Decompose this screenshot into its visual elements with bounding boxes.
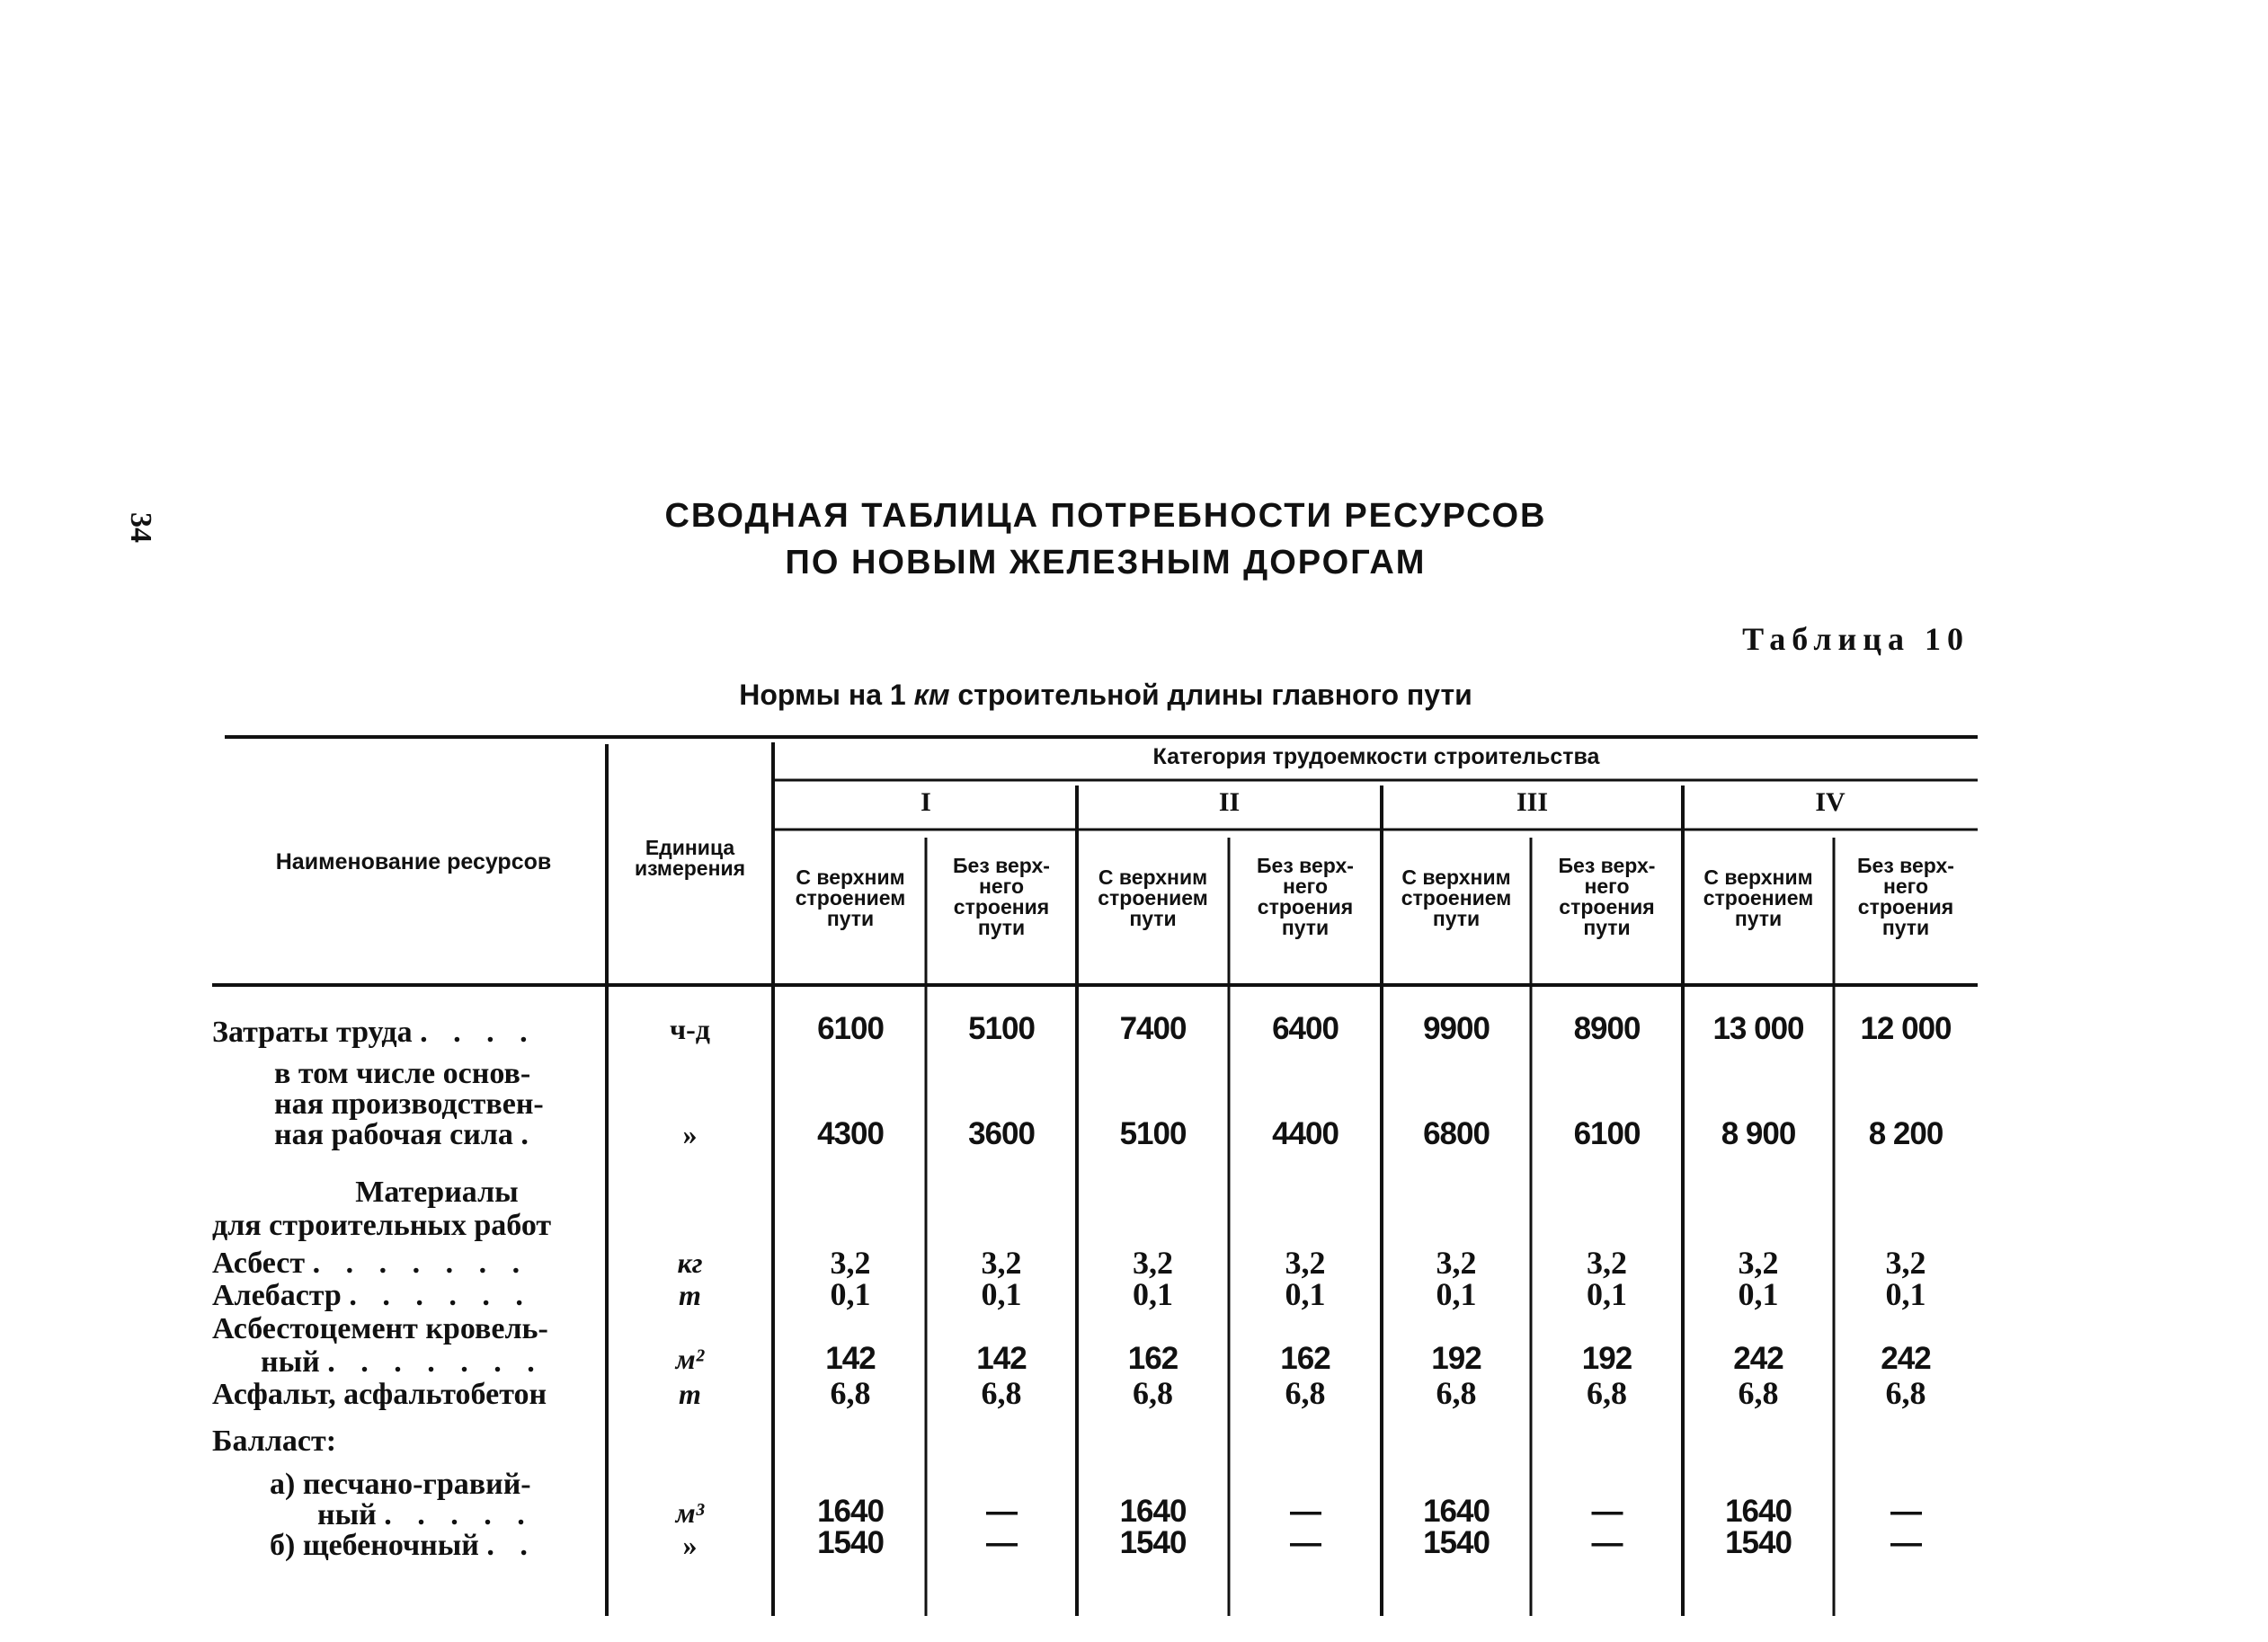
row-ballast-b-unit: » bbox=[682, 1529, 698, 1561]
row-ballast-a-unit: м³ bbox=[675, 1496, 705, 1529]
header-category-iv: IV bbox=[1815, 787, 1846, 817]
header-unit-line-1: Единица bbox=[645, 836, 735, 859]
row-labor-unit: ч-д bbox=[670, 1013, 710, 1045]
row-asbestos-v4: 3,2 bbox=[1285, 1245, 1326, 1281]
row-ballast-b-v6: — bbox=[1591, 1525, 1623, 1560]
row-asbestos-v6: 3,2 bbox=[1587, 1245, 1627, 1281]
header-unit-line-2: измерения bbox=[634, 857, 746, 880]
row-asbestos-cement-v4: 162 bbox=[1280, 1341, 1330, 1376]
subheader-without-top-2: Без верх- него строения пути bbox=[1257, 854, 1354, 939]
row-alabaster-v6: 0,1 bbox=[1587, 1276, 1627, 1312]
row-labor-main-v6: 6100 bbox=[1573, 1116, 1641, 1151]
row-asphalt-name: Асфальт, асфальтобетон bbox=[212, 1378, 547, 1411]
row-ballast-b-v1: 1540 bbox=[817, 1525, 884, 1560]
row-labor-v5: 9900 bbox=[1423, 1011, 1490, 1046]
norms-unit: км bbox=[913, 679, 950, 711]
row-labor-main-v2: 3600 bbox=[968, 1116, 1035, 1151]
header-resource-name: Наименование ресурсов bbox=[275, 849, 552, 874]
row-ballast-a-v8: — bbox=[1890, 1494, 1921, 1529]
subheader-without-top-3: Без верх- него строения пути bbox=[1558, 854, 1656, 939]
row-ballast-b-v2: — bbox=[986, 1525, 1017, 1560]
row-labor-main-v1: 4300 bbox=[817, 1116, 884, 1151]
row-labor-v6: 8900 bbox=[1573, 1011, 1641, 1046]
subheader-with-top-1: С верхним строением пути bbox=[795, 865, 906, 930]
row-alabaster-v7: 0,1 bbox=[1738, 1276, 1779, 1312]
row-asphalt-v7: 6,8 bbox=[1738, 1375, 1779, 1411]
document-title-line-2: ПО НОВЫМ ЖЕЛЕЗНЫМ ДОРОГАМ bbox=[785, 544, 1427, 581]
row-labor-main-line-3: ная рабочая сила . bbox=[274, 1118, 538, 1151]
row-labor-v7: 13 000 bbox=[1712, 1011, 1804, 1046]
materials-heading-line-2: для строительных работ bbox=[212, 1209, 552, 1242]
row-ballast-a-v5: 1640 bbox=[1423, 1494, 1490, 1529]
row-ballast-b-v7: 1540 bbox=[1725, 1525, 1792, 1560]
row-alabaster-v3: 0,1 bbox=[1133, 1276, 1173, 1312]
subheader-without-top-4: Без верх- него строения пути bbox=[1857, 854, 1954, 939]
row-asbestos-cement-v3: 162 bbox=[1127, 1341, 1178, 1376]
document-title-line-1: СВОДНАЯ ТАБЛИЦА ПОТРЕБНОСТИ РЕСУРСОВ bbox=[664, 497, 1547, 535]
header-category-ii: II bbox=[1218, 787, 1241, 817]
row-ballast-a-v7: 1640 bbox=[1725, 1494, 1792, 1529]
row-asphalt-v2: 6,8 bbox=[981, 1375, 1022, 1411]
row-alabaster-unit: т bbox=[679, 1279, 701, 1311]
row-asbestos-name: Асбест . . . . . . . bbox=[212, 1247, 529, 1280]
row-alabaster-v1: 0,1 bbox=[830, 1276, 871, 1312]
row-labor-main-unit: » bbox=[682, 1118, 698, 1150]
row-ballast-a-v4: — bbox=[1290, 1494, 1321, 1529]
norms-prefix: Нормы на 1 bbox=[739, 679, 906, 711]
row-asbestos-cement-v1: 142 bbox=[825, 1341, 876, 1376]
row-asphalt-v6: 6,8 bbox=[1587, 1375, 1627, 1411]
row-asbestos-v5: 3,2 bbox=[1436, 1245, 1477, 1281]
row-alabaster-v4: 0,1 bbox=[1285, 1276, 1326, 1312]
norms-suffix: строительной длины главного пути bbox=[957, 679, 1472, 711]
row-asbestos-cement-v5: 192 bbox=[1431, 1341, 1481, 1376]
header-category: Категория трудоемкости строительства bbox=[1152, 744, 1600, 769]
row-alabaster-name: Алебастр . . . . . . bbox=[212, 1279, 532, 1312]
row-labor-v3: 7400 bbox=[1119, 1011, 1187, 1046]
subheader-without-top-1: Без верх- него строения пути bbox=[953, 854, 1050, 939]
row-labor-v4: 6400 bbox=[1272, 1011, 1339, 1046]
row-ballast-b-name: б) щебеночный . . bbox=[270, 1529, 537, 1562]
row-labor-main-line-1: в том числе основ- bbox=[274, 1057, 531, 1090]
row-asbestos-cement-line-2: ный . . . . . . . bbox=[261, 1345, 544, 1379]
row-ballast-b-v5: 1540 bbox=[1423, 1525, 1490, 1560]
row-asbestos-cement-v8: 242 bbox=[1881, 1341, 1931, 1376]
subheader-with-top-4: С верхним строением пути bbox=[1703, 865, 1814, 930]
row-ballast-b-v8: — bbox=[1890, 1525, 1921, 1560]
row-ballast-a-v1: 1640 bbox=[817, 1494, 884, 1529]
row-labor-v1: 6100 bbox=[817, 1011, 884, 1046]
row-ballast-a-line-1: а) песчано-гравий- bbox=[270, 1468, 531, 1501]
row-asbestos-cement-v2: 142 bbox=[976, 1341, 1027, 1376]
row-asbestos-v2: 3,2 bbox=[981, 1245, 1022, 1281]
materials-heading-line-1: Материалы bbox=[355, 1176, 519, 1209]
row-asphalt-v4: 6,8 bbox=[1285, 1375, 1326, 1411]
row-asbestos-cement-line-1: Асбестоцемент кровель- bbox=[212, 1312, 548, 1345]
row-asbestos-cement-v7: 242 bbox=[1733, 1341, 1783, 1376]
row-asbestos-unit: кг bbox=[677, 1247, 703, 1279]
row-ballast-b-v4: — bbox=[1290, 1525, 1321, 1560]
row-asbestos-v3: 3,2 bbox=[1133, 1245, 1173, 1281]
header-category-i: I bbox=[921, 787, 931, 817]
row-labor-main-v5: 6800 bbox=[1423, 1116, 1490, 1151]
row-asphalt-v1: 6,8 bbox=[830, 1375, 871, 1411]
row-labor-name: Затраты труда . . . . bbox=[212, 1016, 537, 1049]
row-labor-main-line-2: ная производствен- bbox=[274, 1087, 544, 1121]
row-asbestos-v7: 3,2 bbox=[1738, 1245, 1779, 1281]
row-asbestos-cement-v6: 192 bbox=[1581, 1341, 1632, 1376]
row-alabaster-v5: 0,1 bbox=[1436, 1276, 1477, 1312]
row-labor-v2: 5100 bbox=[968, 1011, 1035, 1046]
ballast-heading: Балласт: bbox=[212, 1425, 337, 1458]
row-ballast-a-v3: 1640 bbox=[1119, 1494, 1187, 1529]
row-ballast-a-v2: — bbox=[986, 1494, 1017, 1529]
row-asbestos-v8: 3,2 bbox=[1885, 1245, 1926, 1281]
row-labor-v8: 12 000 bbox=[1860, 1011, 1952, 1046]
row-ballast-a-line-2: ный . . . . . bbox=[317, 1498, 534, 1531]
row-asphalt-v5: 6,8 bbox=[1436, 1375, 1477, 1411]
row-labor-main-v7: 8 900 bbox=[1721, 1116, 1796, 1151]
subheader-with-top-2: С верхним строением пути bbox=[1098, 865, 1208, 930]
row-asphalt-v8: 6,8 bbox=[1885, 1375, 1926, 1411]
header-unit bbox=[611, 838, 769, 879]
row-labor-main-v8: 8 200 bbox=[1868, 1116, 1943, 1151]
row-asphalt-unit: т bbox=[679, 1378, 701, 1410]
table-label: Таблица 10 bbox=[1742, 621, 1970, 657]
row-asbestos-v1: 3,2 bbox=[830, 1245, 871, 1281]
row-alabaster-v2: 0,1 bbox=[981, 1276, 1022, 1312]
header-category-iii: III bbox=[1516, 787, 1549, 817]
page-number: 34 bbox=[124, 512, 157, 543]
subheader-with-top-3: С верхним строением пути bbox=[1401, 865, 1512, 930]
row-labor-main-v3: 5100 bbox=[1119, 1116, 1187, 1151]
row-ballast-b-v3: 1540 bbox=[1119, 1525, 1187, 1560]
row-ballast-a-v6: — bbox=[1591, 1494, 1623, 1529]
row-alabaster-v8: 0,1 bbox=[1885, 1276, 1926, 1312]
row-asphalt-v3: 6,8 bbox=[1133, 1375, 1173, 1411]
row-labor-main-v4: 4400 bbox=[1272, 1116, 1339, 1151]
row-asbestos-cement-unit: м² bbox=[675, 1343, 705, 1375]
